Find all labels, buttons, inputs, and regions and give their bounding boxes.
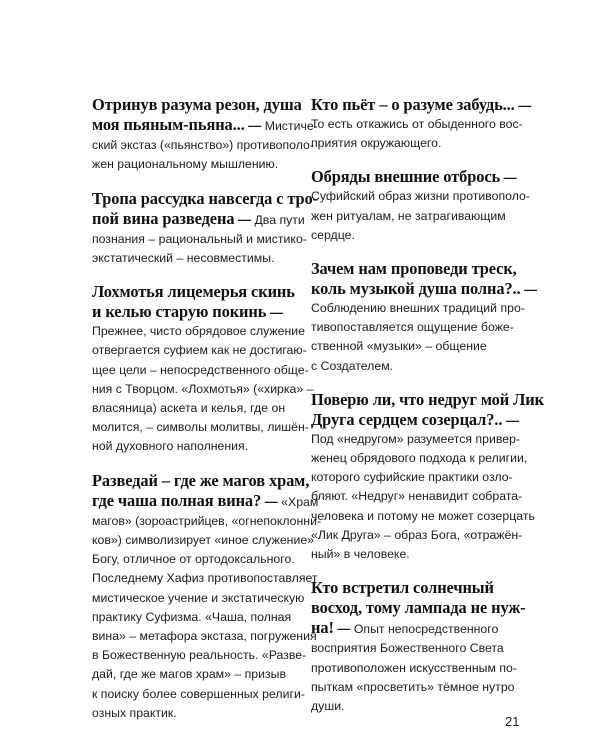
commentary-line: Последнему Хафиз противопоставляет [92,571,318,586]
commentary-line: ния с Творцом. «Лохмотья» («хирка» – [92,381,314,396]
em-dash: — [234,211,252,227]
right-column [311,95,544,730]
annotation-line [92,471,312,491]
commentary-line: ной духовного наполнения. [92,439,249,454]
em-dash: — [261,493,278,509]
annotation-entry [92,95,318,175]
annotation-entry [311,578,533,716]
commentary-line: ский экстаз («пьянство») противополо- [92,138,314,153]
quote-heading: где чаша полная вина? [92,490,262,510]
annotation-line [92,115,318,136]
left-column [92,95,322,737]
annotation-line [92,188,318,209]
quote-heading: Отринув разума резон, душа [92,95,302,114]
commentary-text: Два пути [251,212,305,227]
quote-heading: на! [311,618,334,638]
em-dash: — [514,98,532,113]
annotation-entry [92,282,312,456]
quote-heading: Обряды внешние отбрось [311,167,501,187]
annotation-line [311,578,533,598]
em-dash: — [520,282,538,298]
annotation-line [311,167,533,187]
quote-heading: Друга сердцем созерцал?.. [311,409,503,429]
quote-heading: моя пьяным-пьяна... [92,115,245,134]
annotation-line [92,302,312,322]
em-dash: — [266,305,283,321]
annotation-entry [311,389,544,564]
commentary-line: мистическое учение и экстатическую [92,590,305,605]
commentary-line: молится, – символы молитвы, лишён- [92,420,309,435]
annotation-line [92,209,312,230]
annotation-line [92,282,312,302]
annotation-line [311,259,533,279]
annotation-line [311,598,533,618]
commentary-line: Под «недругом» разумеется привер- [311,431,521,446]
commentary-line: пыткам «просветить» тёмное нутро [311,679,515,694]
commentary-line: практику Суфизма. «Чаша, полная [92,609,292,624]
em-dash: — [244,118,262,133]
em-dash: — [500,170,517,186]
quote-heading: восход, тому лампада не нуж- [311,598,526,618]
commentary-line: восприятия Божественного Света [311,641,504,656]
commentary-line: познания – рациональный и мистико- [92,231,307,246]
commentary-line: к поиску более совершенных религи- [92,686,305,701]
quote-heading: Лохмотья лицемерья скинь [92,282,295,302]
quote-heading: пой вина разведена [92,208,235,228]
annotation-line [311,279,538,299]
commentary-line: То есть откажись от обыденного вос- [311,117,523,131]
annotation-entry [311,167,533,245]
commentary-line: жен рациональному мышлению. [92,157,279,172]
commentary-line: дай, где же магов храм» – призыв [92,667,287,682]
annotation-line [92,95,312,115]
commentary-line: отвергается суфием как не достигаю- [92,343,307,358]
commentary-line: ный» в человеке. [311,547,410,562]
em-dash: — [333,621,351,637]
commentary-line: человека и потому не может созерцать [311,508,535,523]
page-number: 21 [505,714,520,729]
annotation-entry [92,188,318,269]
commentary-line: приятия окружающего. [311,136,442,151]
annotation-line [311,618,533,639]
commentary-line: магов» (зороастрийцев, «огнепоклонни- [92,513,322,528]
annotation-line [311,410,533,430]
annotation-entry [311,259,538,376]
commentary-line: бляют. «Недруг» ненавидит собрата- [311,489,523,504]
annotation-line [311,95,533,115]
commentary-line: вина» – метафора экстаза, погружения [92,629,317,644]
commentary-line: щее цели – непосредственного обще- [92,362,309,377]
commentary-line: ков») символизирует «иное служение» [92,533,315,548]
annotation-line [311,389,544,410]
commentary-line: ственной «музыки» – общение [311,339,487,354]
quote-heading: Разведай – где же магов храм, [92,470,310,490]
commentary-line: власяница) аскета и келья, где он [92,401,286,416]
commentary-line: противоположен искусственным по- [311,660,517,675]
annotation-entry [92,470,322,723]
quote-heading: Тропа рассудка навсегда с тро- [92,188,318,208]
quote-heading: Поверю ли, что недруг мой Лик [311,389,544,409]
commentary-line: озных практик. [92,705,177,720]
quote-heading: Зачем нам проповеди треск, [311,259,517,279]
em-dash: — [502,412,519,428]
commentary-line: сердце. [311,227,355,242]
quote-heading: Кто встретил солнечный [311,578,494,598]
commentary-line: тивопоставляется ощущение боже- [311,320,514,335]
commentary-text: Мистиче- [261,119,318,133]
quote-heading: и келью старую покинь [92,302,267,322]
quote-heading: коль музыкой душа полна?.. [311,279,521,299]
commentary-text: «Храм [277,494,319,509]
commentary-line: Суфийский образ жизни противополо- [311,189,530,204]
commentary-line: Богу, отличное от ортодоксального. [92,552,295,567]
commentary-line: с Создателем. [311,358,394,373]
annotation-line [92,490,319,512]
commentary-line: женец обрядового подхода к религии, [311,451,528,466]
commentary-text: Опыт непосредственного [350,622,499,637]
commentary-line: Соблюдению внешних традиций про- [311,301,525,316]
commentary-line: которого суфийские практики озло- [311,470,513,485]
commentary-line: экстатический – несовместимы. [92,251,275,266]
quote-heading: Кто пьёт – о разуме забудь... [311,95,515,114]
commentary-line: Прежнее, чисто обрядовое служение [92,324,305,339]
commentary-line: «Лик Друга» – образ Бога, «отражён- [311,527,523,542]
commentary-line: в Божественную реальность. «Разве- [92,648,307,663]
commentary-line: жен ритуалам, не затрагивающим [311,208,506,223]
annotation-entry [311,95,533,153]
commentary-line: души. [311,699,345,714]
